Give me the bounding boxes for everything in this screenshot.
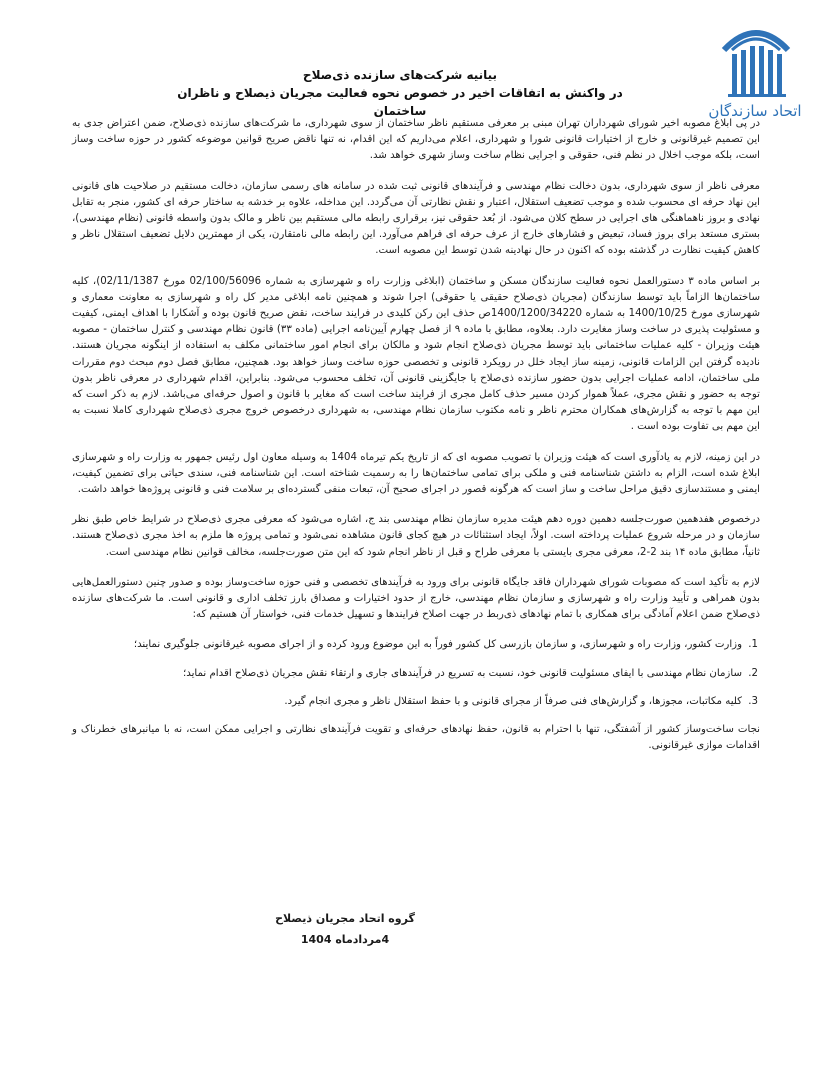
- building-icon: [720, 20, 792, 98]
- demand-number: 3.: [748, 695, 758, 707]
- demand-item-1: [72, 637, 760, 653]
- demand-text: وزارت کشور، وزارت راه و شهرسازی، و سازمان بازرسی کل کشور فوراً به این موضوع ورود کرده و از اجرای مصوبه غیرقانونی جلوگیری نمایند؛: [133, 639, 742, 651]
- signature-block: [250, 908, 440, 950]
- paragraph-6: لازم به تأکید است که مصوبات شورای شهرداران فاقد جایگاه قانونی برای ورود به فرآیندهای تخصصی و فنی حوزه ساخت‌وساز بوده و صدور چنین دستورالعمل‌هایی بدون همراهی و تأیید وزارت راه و شهرسازی و سازمان نظام مهندسی، خارج از حدود اختیارات و مصداق بارز تخلف اداری و قانونی است. ما شرکت‌های سازنده ذی‌صلاح ضمن اعلام آمادگی برای همکاری با تمام نهادهای ذی‌ربط در جهت اصلاح فرایندها و تسهیل خدمات فنی، خواستار آن هستیم که:: [72, 576, 760, 621]
- document-title: [150, 66, 650, 120]
- paragraph-1: در پی ابلاغ مصوبه اخیر شورای شهرداران تهران مبنی بر معرفی مستقیم ناظر ساختمان از سوی شهرداری، ما شرکت‌های سازنده ذی‌صلاح، ضمن اعتراض جدی به این تصمیم غیرقانونی و خارج از اختیارات قانونی شورا و شهرداری، اعلام می‌داریم که این اقدام، نه تنها ناقض صریح قوانین موضوعه کشور در حوزه ساخت وساز است، بلکه موجب اخلال در نظم فنی، حقوقی و اجرایی نظام ساخت وساز شهری خواهد شد.: [72, 118, 760, 162]
- paragraph-3: بر اساس ماده ۳ دستورالعمل نحوه فعالیت سازندگان مسکن و ساختمان (ابلاغی وزارت راه و شهرسازی به شماره 02/100/56096 مورخ 02/11/1387)، کلیه ساختمان‌ها الزاماً باید توسط سازندگان (مجریان ذی‌صلاح حقیقی یا حقوقی) اجرا شوند و همچنین نامه ابلاغی مدیر کل راه و شهرسازی به معاونت معماری و شهرسازی مورخ 1400/10/25 به شماره 1400/1200/34220ص حذف این رکن کلیدی در فرایند ساخت، نقض صریح قانون بوده و آشکارا با اهداف ایمنی، کیفیت و مسئولیت پذیری در ساخت وساز مغایرت دارد. بعلاوه، مطابق با ماده ۹ از فصل چهارم آیین‌نامه اجرایی (ماده ۳۳) قانون نظام مهندسی و کنترل ساختمان - مصوبه هیئت وزیران - کلیه عملیات ساختمانی باید توسط مجریان ذی‌صلاح انجام شود و مالکان برای انجام امور ساختمانی مکلف به استفاده از اینگونه مجریان هستند. نادیده گرفتن این الزامات قانونی، زمینه ساز ایجاد خلل در رویکرد قانونی و تخصصی حوزه ساخت وساز خواهد بود. همچنین، مطابق فصل دوم مبحث دوم مقررات ملی ساختمان، ادامه عملیات اجرایی بدون حضور سازنده ذی‌صلاح یا جایگزینی قانونی آن، تخلف محسوب می‌شود. بنابراین، اقدام شهرداری در معرفی ناظر بدون توجه به حضور و نقش مجری، عملاً هموار کردن مسیر حذف کامل مجری از فرایند ساخت است که مغایر با قانون و اصول حرفه‌ای می‌باشد. لازم به ذکر است که این مهم با توجه به گزارش‌های همکاران محترم ناظر و نامه مکتوب سازمان نظام مهندسی، به شهرداری درخصوص خروج مجری ذی‌صلاح شهرداری کاملا نسبت به این مهم بی تفاوت بوده است .: [72, 275, 760, 433]
- title-line-1: بیانیه شرکت‌های سازنده ذی‌صلاح: [302, 68, 498, 82]
- closing-paragraph: نجات ساخت‌وساز کشور از آشفتگی، تنها با احترام به قانون، حفظ نهادهای حرفه‌ای و تقویت فرآیندهای نظارتی و اجرایی ممکن است، نه با میانبرهای خطرناک و اقدامات موازی غیرقانونی.: [72, 724, 760, 752]
- document-body: [72, 116, 760, 755]
- demand-text: سازمان نظام مهندسی با ایفای مسئولیت قانونی خود، نسبت به تسریع در فرآیندهای جاری و ارتقاء نقش مجریان ذی‌صلاح اقدام نماید؛: [183, 667, 742, 679]
- demand-text: کلیه مکاتبات، مجوزها، و گزارش‌های فنی صرفاً از مجرای قانونی و با حفظ استقلال ناظر و مجری انجام گیرد.: [284, 695, 742, 707]
- demand-number: 2.: [748, 667, 758, 679]
- signature-org: گروه اتحاد مجریان ذیصلاح: [275, 912, 415, 925]
- demand-item-2: [72, 666, 760, 682]
- paragraph-2: معرفی ناظر از سوی شهرداری، بدون دخالت نظام مهندسی و فرآیندهای قانونی ثبت شده در سامانه های رسمی سازمان، دخالت مستقیم در صلاحیت های قانونی این نهاد حرفه ای محسوب شده و موجب تضعیف استقلال، اعتبار و نقش نظارتی آن می‌گردد. این مداخله، علاوه بر خدشه به ساختار حرفه ای کشور، منجر به تقابل نهادی و بروز ناهماهنگی های اجرایی در سطح کلان می‌شود. از بُعد حقوقی نیز، برقراری رابطه مالی مستقیم بین ناظر و مالک بدون واسطه قانونی (نظام مهندسی)، بستری مستعد برای بروز فساد، تبعیض و فشارهای خارج از عرف حرفه ای فراهم می‌آورد. این رابطه مالی نامتقارن، یکی از مهمترین دلایل تضعیف استقلال ناظر و کاهش کیفیت نظارت در گذشته بوده که اکنون در حال نهادینه شدن توسط این مصوبه است.: [72, 180, 760, 257]
- paragraph-5: درخصوص هفدهمین صورت‌جلسه دهمین دوره دهم هیئت مدیره سازمان نظام مهندسی بند ج، اشاره می‌شود که معرفی مجری ذی‌صلاح در شرایط خاص طبق نظر سازمان و در مرحله شروع عملیات پرداخته است. اولاً، ایجاد استثنائات در هیچ کجای قانون مشاهده نمی‌شود و تمامی پروژه ها ملزم به اخذ مجری ذی‌صلاح هستند. ثانیاً، مطابق ماده ۱۴ بند 2-2، معرفی مجری بایستی با معرفی طراح و قبل از ناظر انجام شود که این متن صورت‌جلسه، مخالف قوانین نظام مهندسی است.: [72, 514, 760, 558]
- demand-number: 1.: [748, 639, 758, 651]
- title-line-2: در واکنش به اتفاقات اخیر در خصوص نحوه فعالیت مجریان ذیصلاح و ناظران ساختمان: [177, 86, 623, 118]
- demand-item-3: [72, 694, 760, 710]
- paragraph-4: در این زمینه، لازم به یادآوری است که هیئت وزیران با تصویب مصوبه ای که از تاریخ یکم تیرماه 1404 به وسیله معاون اول رئیس جمهور به وزارت راه و شهرسازی ابلاغ شده است، الزام به داشتن شناسنامه فنی و ملکی برای تمامی ساختمان‌ها را به رسمیت شناخته است. این شناسنامه فنی، سندی حیاتی برای تضمین کیفیت، ایمنی و مستندسازی دقیق مراحل ساخت و ساز است که هرگونه قصور در اجرای صحیح آن، تبعات منفی گسترده‌ای بر سلامت فنی و قانونی پروژه‌ها خواهد داشت.: [72, 451, 760, 496]
- logo-text: اتحاد سازندگان: [708, 102, 802, 120]
- organization-logo: [690, 14, 820, 124]
- signature-date: 4مردادماه 1404: [300, 933, 390, 946]
